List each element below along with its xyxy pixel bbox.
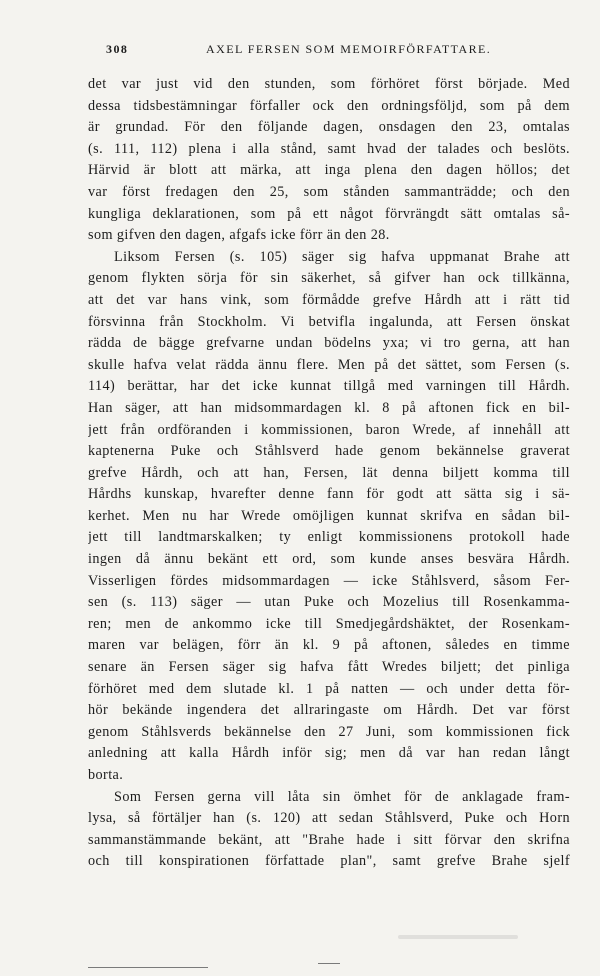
text-line: maren var belägen, förr än kl. 9 på aftonen, således en timme xyxy=(88,637,570,654)
paragraph-2 xyxy=(88,247,570,787)
text-line: är grundad. För den följande dagen, onsdagen den 23, omtalas xyxy=(88,119,570,136)
text-line: Härvid är blott att märka, att inga plena den dagen höllos; det xyxy=(88,162,570,179)
text-line: att det var hans vink, som förmådde grefve Hårdh att i rätt tid xyxy=(88,291,570,308)
text-line: sen (s. 113) säger — utan Puke och Mozelius till Rosenkamma- xyxy=(88,594,570,611)
text-line: Hårdhs kunskap, hvarefter denne fann för godt att sätta sig i sä- xyxy=(88,486,570,503)
text-line: borta. xyxy=(88,767,124,783)
text-line: genom Ståhlsverds bekännelse den 27 Juni, som kommissionen fick xyxy=(88,723,570,740)
text-line: förhöret med dem slutade kl. 1 på natten — och under detta för- xyxy=(88,680,570,697)
paragraph-3 xyxy=(88,787,570,873)
text-line: sammanstämmande bekänt, att "Brahe hade i sitt förvar den skrifna xyxy=(88,831,570,848)
text-line: försvinna från Stockholm. Vi betvifla ingalunda, att Fersen önskat xyxy=(88,313,570,330)
text-line: grefve Hårdh, och att han, Fersen, lät denna biljett komma till xyxy=(88,464,570,481)
page-header xyxy=(88,40,570,62)
text-line: Som Fersen gerna vill låta sin ömhet för de anklagade fram- xyxy=(114,788,570,805)
text-line: skulle hafva velat rädda ännu flere. Men på det sättet, som Fersen (s. xyxy=(88,356,570,373)
text-line: kerhet. Men nu har Wrede omöjligen kunnat skrifva en sådan bil- xyxy=(88,507,570,524)
text-line: ren; men de ankommo icke till Smedjegårdshäktet, der Rosenkam- xyxy=(88,615,570,632)
text-line: som gifven den dagen, afgafs icke förr än den 28. xyxy=(88,227,390,244)
running-title: AXEL FERSEN SOM MEMOIRFÖRFATTARE. xyxy=(206,42,492,56)
digitization-watermark xyxy=(398,930,518,944)
text-line: rädda de bägge grefvarne undan bödelns yxa; vi tro gerna, att han xyxy=(88,335,570,352)
text-line: genom flykten sörja för sin säkerhet, så gifver han ock tillkänna, xyxy=(88,270,570,287)
text-line: anledning att kalla Hårdh inför sig; men då var han redan långt xyxy=(88,745,570,762)
text-line: hör bekände ingendera det allraringaste om Hårdh. Det var först xyxy=(88,702,570,719)
text-line: Han säger, att han midsommardagen kl. 8 på aftonen fick en bil- xyxy=(88,399,570,416)
text-line: senare än Fersen säger sig hafva fått Wredes biljett; det pinliga xyxy=(88,659,570,676)
page-number: 308 xyxy=(106,42,129,56)
text-line: kaptenerna Puke och Ståhlsverd hade genom bekännelse graverat xyxy=(88,443,570,460)
text-line: var först fredagen den 25, som stånden sammanträdde; och den xyxy=(88,183,570,200)
text-line: Visserligen fördes midsommardagen — icke Ståhlsverd, såsom Fer- xyxy=(88,572,570,589)
text-line: lysa, så förtäljer han (s. 120) att sedan Ståhlsverd, Puke och Horn xyxy=(88,810,570,827)
text-line: ingen då ännu bekänt ett ord, som kunde anses besvära Hårdh. xyxy=(88,551,570,568)
text-line: (s. 111, 112) plena i alla stånd, samt hvad der talades och beslöts. xyxy=(88,140,570,157)
text-line: det var just vid den stunden, som förhöret först började. Med xyxy=(88,76,570,92)
text-line: 114) berättar, har det icke kunnat tillgå med varningen till Hårdh. xyxy=(88,378,570,395)
footer-rule xyxy=(88,967,208,968)
book-page xyxy=(88,40,570,873)
text-line: dessa tidsbestämningar förfaller ock den ordningsföljd, som på dem xyxy=(88,97,570,114)
text-line: jett från ordföranden i kommissionen, baron Wrede, af innehåll att xyxy=(88,421,570,438)
paragraph-1 xyxy=(88,74,570,247)
text-line: jett till landtmarskalken; ty enligt kommissionens protokoll hade xyxy=(88,529,570,546)
text-line: kungliga deklarationen, som på ett något förvrängdt sätt omtalas så- xyxy=(88,205,570,222)
text-line: Liksom Fersen (s. 105) säger sig hafva uppmanat Brahe att xyxy=(114,248,570,265)
text-line: och till konspirationen författade plan", samt grefve Brahe sjelf xyxy=(88,853,570,870)
body-text xyxy=(88,74,570,873)
footer-rule xyxy=(318,963,340,964)
